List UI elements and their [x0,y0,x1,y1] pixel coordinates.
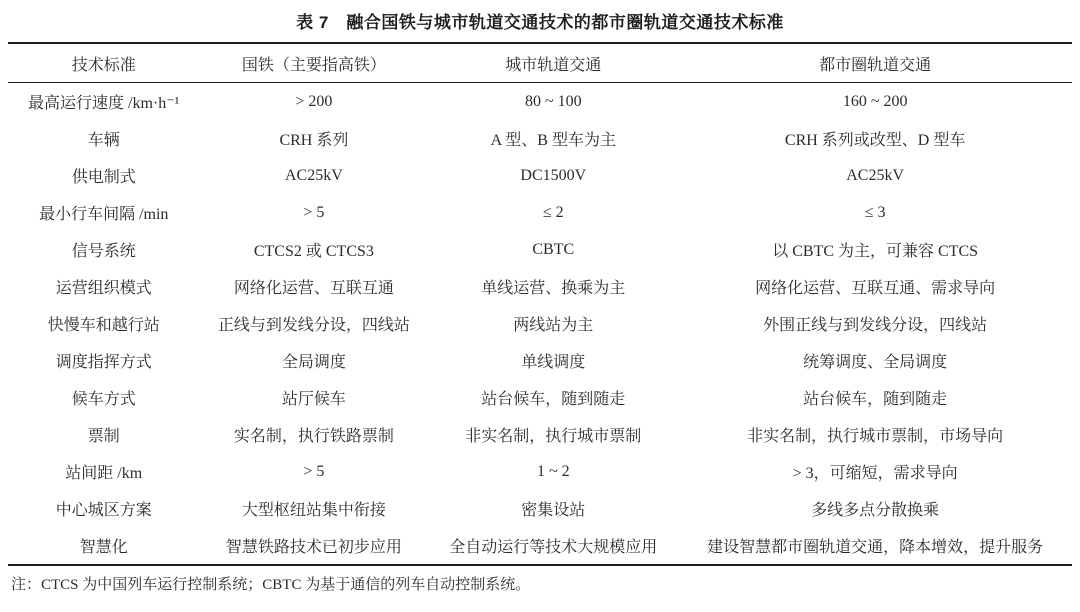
table-row [8,231,1072,268]
cell: AC25kV [846,166,905,184]
table-row [8,194,1072,231]
table-row [8,527,1072,565]
cell: 网络化运营、互联互通 [233,280,394,297]
table-row [8,120,1072,157]
cell: 80 ~ 100 [524,92,582,110]
cell: 密集设站 [521,502,586,519]
cell: 网络化运营、互联互通、需求导向 [755,280,996,297]
row-label: 票制 [87,428,120,445]
cell: 单线运营、换乘为主 [481,280,626,297]
column-header-urban-rail: 城市轨道交通 [505,56,602,74]
cell: 智慧铁路技术已初步应用 [225,539,402,556]
row-label: 站间距 /km [65,465,143,482]
cell: A 型、B 型车为主 [490,132,616,149]
row-label: 车辆 [87,132,120,149]
table-row [8,268,1072,305]
table-row [8,305,1072,342]
table-body [8,83,1072,566]
cell: CRH 系列或改型、D 型车 [784,132,966,149]
row-label: 最小行车间隔 /min [39,206,169,223]
cell: 全自动运行等技术大规模应用 [449,539,658,556]
cell: 站台候车，随到随走 [803,391,948,408]
cell: CRH 系列 [279,132,349,149]
cell: ≤ 2 [542,203,564,221]
row-label: 供电制式 [71,169,136,186]
cell: AC25kV [285,166,343,184]
row-label: 候车方式 [71,391,136,408]
column-header-metropolitan-rail: 都市圈轨道交通 [819,56,932,74]
row-label: 调度指挥方式 [55,354,152,371]
cell: 建设智慧都市圈轨道交通，降本增效，提升服务 [707,539,1044,556]
row-label: 快慢车和越行站 [47,317,160,334]
cell: 实名制，执行铁路票制 [233,428,394,445]
cell: 正线与到发线分设，四线站 [217,317,410,334]
cell: 非实名制，执行城市票制，市场导向 [747,428,1004,445]
table-row [8,83,1072,121]
cell: 站台候车，随到随走 [481,391,626,408]
column-header-standard: 技术标准 [71,56,136,74]
row-label: 信号系统 [71,243,136,260]
cell: 非实名制，执行城市票制 [465,428,642,445]
cell: 全局调度 [281,354,346,371]
table-row [8,490,1072,527]
row-label: 智慧化 [79,539,128,556]
footnote: 注：CTCS 为中国列车运行控制系统；CBTC 为基于通信的列车自动控制系统。 [11,577,531,593]
cell: 大型枢纽站集中衔接 [241,502,386,519]
cell: 单线调度 [521,354,586,371]
cell: 两线站为主 [513,317,594,334]
cell: 统筹调度、全局调度 [803,354,948,371]
column-header-national-rail: 国铁（主要指高铁） [241,56,386,74]
cell: > 5 [303,203,325,221]
table-row [8,157,1072,194]
cell: ≤ 3 [864,203,886,221]
cell: > 200 [295,92,333,110]
table-header [8,43,1072,83]
cell: 以 CBTC 为主，可兼容 CTCS [772,243,979,260]
cell: 外围正线与到发线分设，四线站 [763,317,988,334]
cell: 站厅候车 [281,391,346,408]
cell: 1 ~ 2 [536,462,570,480]
cell: CTCS2 或 CTCS3 [253,243,374,260]
row-label: 运营组织模式 [55,280,152,297]
table-row [8,453,1072,490]
table-row [8,379,1072,416]
cell: CBTC [532,240,575,258]
table-title: 表 7 融合国铁与城市轨道交通技术的都市圈轨道交通技术标准 [296,13,784,32]
row-label: 中心城区方案 [55,502,152,519]
cell: DC1500V [520,166,587,184]
row-label: 最高运行速度 /km·h⁻¹ [28,95,180,112]
cell: 160 ~ 200 [842,92,908,110]
table-row [8,342,1072,379]
cell: > 5 [303,462,325,480]
header-row [8,43,1072,83]
cell: > 3，可缩短，需求导向 [792,465,958,482]
table-row [8,416,1072,453]
standards-table [8,42,1072,566]
cell: 多线多点分散换乘 [811,502,940,519]
